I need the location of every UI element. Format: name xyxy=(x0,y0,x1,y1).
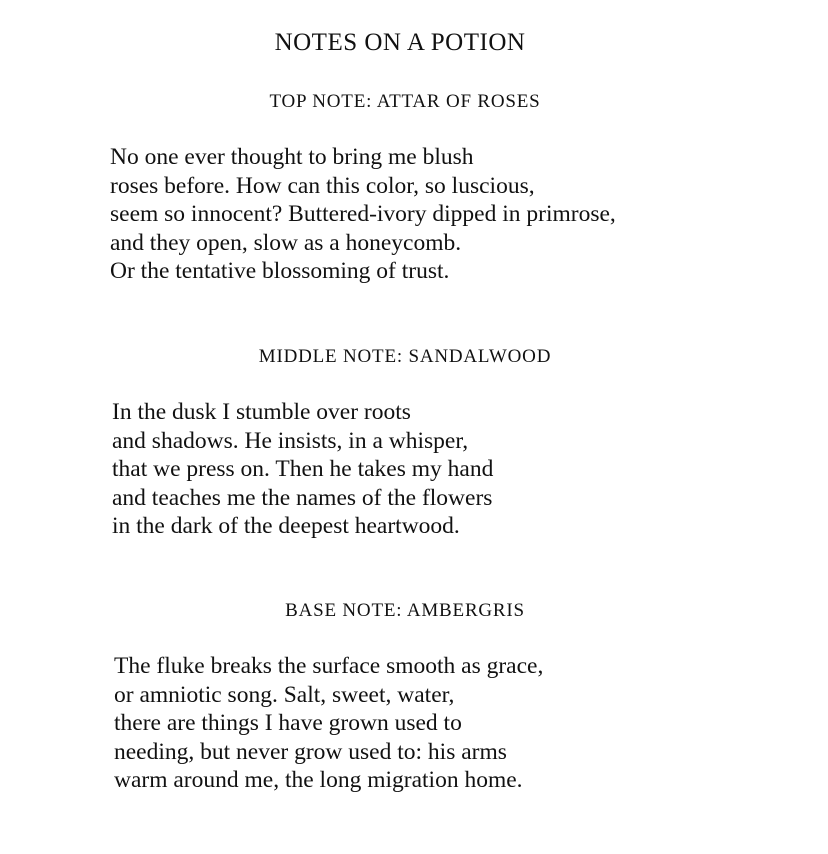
poem-line: and teaches me the names of the flowers xyxy=(112,484,493,511)
poem-line: and they open, slow as a honeycomb. xyxy=(110,229,462,256)
poem-line: The fluke breaks the surface smooth as grace, xyxy=(114,653,544,679)
poem-line: there are things I have grown used to xyxy=(114,710,462,736)
poem-line: or amniotic song. Salt, sweet, water, xyxy=(114,681,455,708)
poem-line: roses before. How can this color, so luscious, xyxy=(110,172,535,199)
stanza-top-note xyxy=(110,143,616,286)
poem-line: and shadows. He insists, in a whisper, xyxy=(112,427,469,454)
stanza-base-note xyxy=(114,652,543,795)
poem-title: NOTES ON A POTION xyxy=(274,29,526,56)
poem-line: In the dusk I stumble over roots xyxy=(112,399,411,425)
section-heading-base-note: BASE NOTE: AMBERGRIS xyxy=(285,600,525,621)
section-heading-middle-note: MIDDLE NOTE: SANDALWOOD xyxy=(258,346,552,367)
section-heading-top-note: TOP NOTE: ATTAR OF ROSES xyxy=(269,91,541,112)
stanza-middle-note xyxy=(112,398,493,541)
poem-line: needing, but never grow used to: his arms xyxy=(114,738,507,765)
poem-line: No one ever thought to bring me blush xyxy=(110,144,474,170)
poem-line: Or the tentative blossoming of trust. xyxy=(110,258,450,284)
poem-line: seem so innocent? Buttered-ivory dipped in primrose, xyxy=(110,201,616,227)
poem-line: that we press on. Then he takes my hand xyxy=(112,456,494,482)
poem-line: in the dark of the deepest heartwood. xyxy=(112,513,460,539)
poem-line: warm around me, the long migration home. xyxy=(114,767,523,793)
